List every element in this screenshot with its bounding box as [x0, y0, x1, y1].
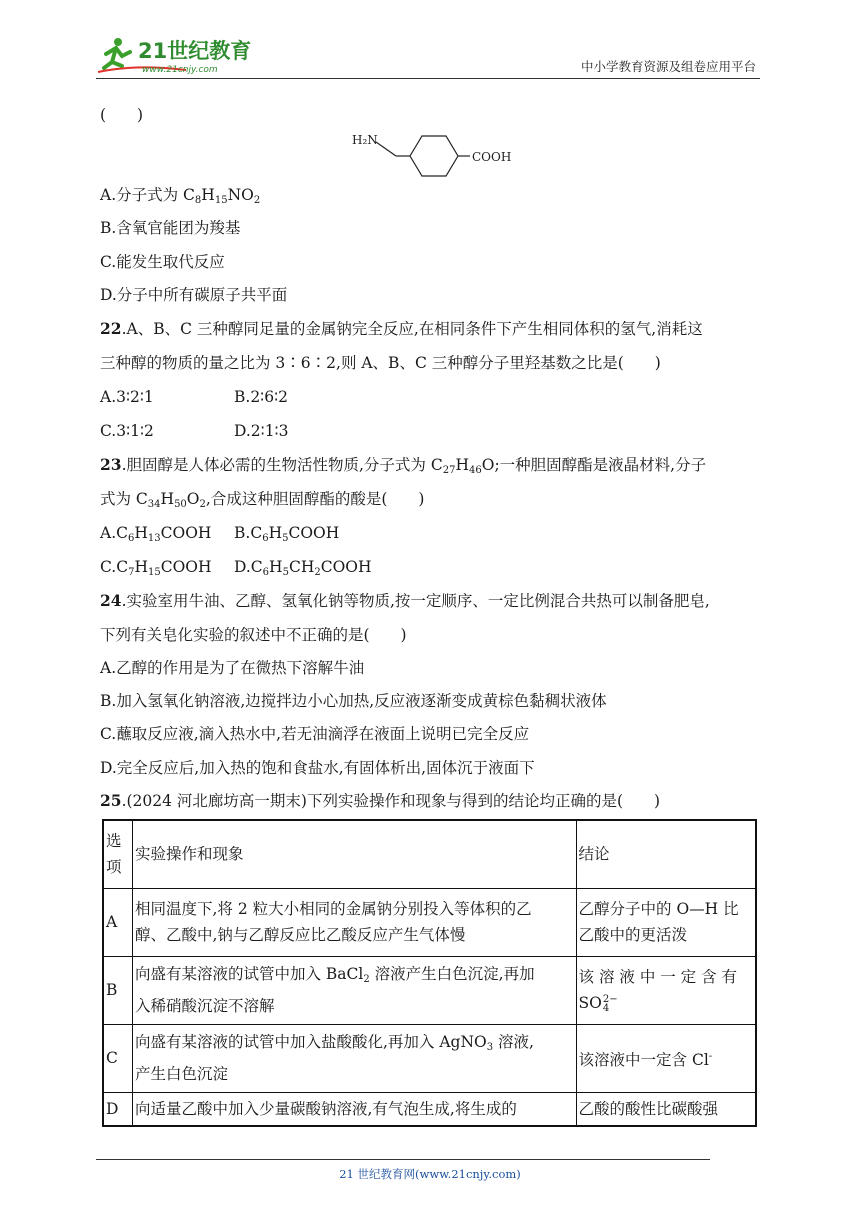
q24-stem-line2: 下列有关皂化实验的叙述中不正确的是( ): [100, 626, 407, 644]
amine-group-label: H₂N: [352, 133, 378, 147]
site-logo: [96, 34, 266, 76]
table-row: [103, 1024, 756, 1092]
q23-stem-line2: 式为 $C_{34}H_{50}O_2$,合成这种胆固醇酯的酸是( ): [100, 490, 425, 510]
carboxyl-group-label: COOH: [472, 150, 512, 164]
row-option: D: [103, 1092, 132, 1126]
table-row: [103, 888, 756, 956]
q25-table: [102, 819, 757, 1127]
q22-option-b: B.2∶6∶2: [234, 388, 288, 406]
row-operation: 向盛有某溶液的试管中加入 BaCl$_2$ 溶液产生白色沉淀,再加 入稀硝酸沉淀不溶解: [132, 956, 576, 1024]
row-conclusion: 乙醇分子中的 O—H 比 乙酸中的更活泼: [576, 888, 756, 956]
header-option: 选 项: [103, 820, 132, 888]
footer-divider: [96, 1159, 710, 1160]
q22-stem-line2: 三种醇的物质的量之比为 3∶6∶2,则 A、B、C 三种醇分子里羟基数之比是( ): [100, 354, 661, 372]
q24-option-b: B.加入氢氧化钠溶液,边搅拌边小心加热,反应液逐渐变成黄棕色黏稠状液体: [100, 692, 607, 710]
q23-option-c: $C.C_7H_{15}COOH$: [100, 558, 212, 578]
row-option: C: [103, 1024, 132, 1092]
q23-option-b: $B.C_6H_5COOH$: [234, 524, 340, 544]
q21-option-a: A.分子式为 $C_8H_{15}NO_2$: [100, 186, 261, 206]
row-option: B: [103, 956, 132, 1024]
header-operation: 实验操作和现象: [132, 820, 576, 888]
q22-number: 22: [100, 319, 122, 338]
row-option: A: [103, 888, 132, 956]
svg-text:21世纪教育: 21世纪教育: [138, 39, 252, 63]
q22-stem-line1: 22.A、B、C 三种醇同足量的金属钠完全反应,在相同条件下产生相同体积的氢气,消耗这: [100, 319, 703, 338]
q25-number: 25: [100, 791, 122, 810]
q24-option-c: C.蘸取反应液,滴入热水中,若无油滴浮在液面上说明已完全反应: [100, 725, 530, 743]
q24-option-d: D.完全反应后,加入热的饱和食盐水,有固体析出,固体沉于液面下: [100, 759, 535, 777]
q24-option-a: A.乙醇的作用是为了在微热下溶解牛油: [100, 659, 365, 677]
q22-option-c: C.3∶1∶2: [100, 422, 154, 440]
table-header-row: [103, 820, 756, 888]
table-row: [103, 956, 756, 1024]
svg-text:www.21cnjy.com: www.21cnjy.com: [142, 65, 218, 75]
q22-option-d: D.2∶1∶3: [234, 422, 289, 440]
q23-number: 23: [100, 455, 122, 474]
q23-stem-line1: 23.胆固醇是人体必需的生物活性物质,分子式为 $C_{27}H_{46}O$;一种胆固醇酯是液晶材料,分子: [100, 455, 707, 476]
page-header: [96, 34, 760, 79]
molecule-diagram: [350, 128, 520, 184]
q21-paren: ( ): [100, 106, 144, 124]
q25-stem: 25.(2024 河北廊坊高一期末)下列实验操作和现象与得到的结论均正确的是( ): [100, 791, 661, 810]
row-conclusion: 该溶液中一定含 Cl-: [576, 1024, 756, 1092]
q21-option-c: C.能发生取代反应: [100, 253, 225, 271]
row-conclusion: 该 溶 液 中 一 定 含 有 SO 2− 4: [576, 956, 756, 1024]
row-operation: 相同温度下,将 2 粒大小相同的金属钠分别投入等体积的乙 醇、乙酸中,钠与乙醇反应比乙酸反应产生气体慢: [132, 888, 576, 956]
platform-name: 中小学教育资源及组卷应用平台: [580, 59, 756, 74]
q21-option-d: D.分子中所有碳原子共平面: [100, 286, 288, 304]
row-operation: 向盛有某溶液的试管中加入盐酸酸化,再加入 AgNO$_3$ 溶液, 产生白色沉淀: [132, 1024, 576, 1092]
table-row: [103, 1092, 756, 1126]
row-conclusion: 乙酸的酸性比碳酸强: [576, 1092, 756, 1126]
header-conclusion: 结论: [576, 820, 756, 888]
q23-option-a: $A.C_6H_{13}COOH$: [100, 524, 212, 544]
q23-option-d: $D.C_6H_5CH_2COOH$: [234, 558, 372, 578]
q22-option-a: A.3∶2∶1: [100, 388, 154, 406]
q24-stem-line1: 24.实验室用牛油、乙醇、氢氧化钠等物质,按一定顺序、一定比例混合共热可以制备肥皂,: [100, 591, 710, 610]
row-operation: 向适量乙酸中加入少量碳酸钠溶液,有气泡生成,将生成的: [132, 1092, 576, 1126]
page-footer: 21 世纪教育网(www.21cnjy.com): [339, 1167, 521, 1181]
q21-option-b: B.含氧官能团为羧基: [100, 219, 241, 237]
q24-number: 24: [100, 591, 122, 610]
